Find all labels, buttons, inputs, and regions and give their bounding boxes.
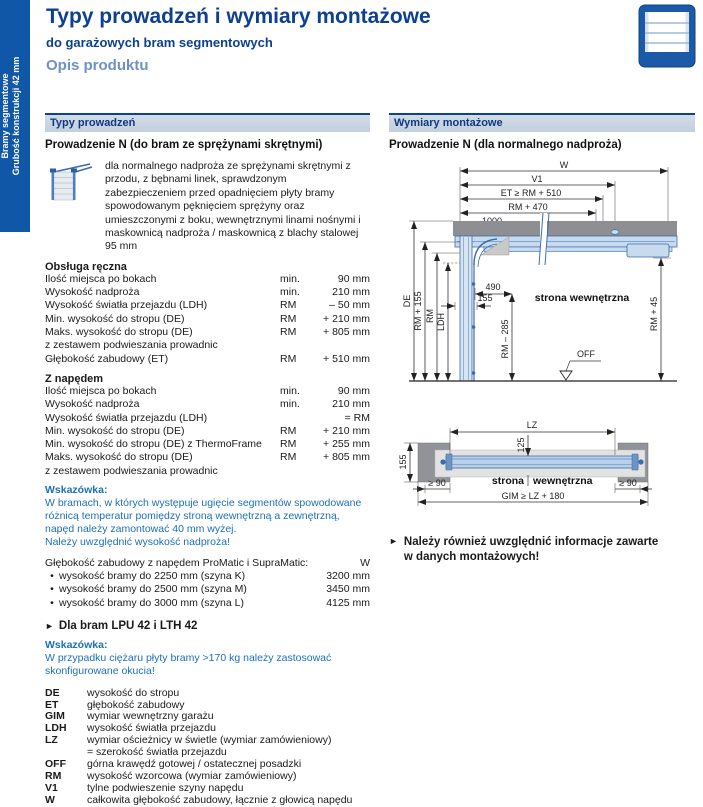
row-label: Maks. wysokość do stropu (DE) — [45, 326, 193, 339]
mounting-diagram-plan-view — [389, 415, 695, 527]
item-value: 4125 mm — [326, 596, 370, 609]
door-panel-top-view — [440, 454, 643, 470]
row-value: + 210 mm — [323, 312, 370, 325]
row-label: Wysokość nadproża — [45, 286, 140, 299]
sectional-door-icon — [45, 160, 95, 254]
table-row — [45, 299, 370, 312]
table-row — [45, 353, 370, 366]
bullet-icon: • — [50, 569, 54, 582]
dim-label-lz: LZ — [526, 420, 538, 430]
row-label: z zestawem podwieszania prowadnic — [45, 464, 218, 477]
row-value: + 805 mm — [323, 451, 370, 464]
abbr-term: DE — [45, 686, 60, 699]
sidebar-label — [0, 0, 30, 232]
hint-line: różnicą temperatur pomiędzy stroną wewnętrzną a zewnętrzną, — [45, 509, 340, 522]
manual-title: Obsługa ręczna — [45, 260, 127, 273]
lpu-line — [45, 620, 370, 633]
abbr-term: W — [45, 793, 55, 806]
dim-label-155-plan: 155 — [398, 454, 408, 470]
section-header-mounting: Wymiary montażowe — [389, 113, 695, 132]
hint-line: W bramach, w których występuje ugięcie segmentów spowodowane — [45, 497, 362, 509]
track-n-heading: Prowadzenie N (do bram ze sprężynami skrętnymi) — [45, 139, 323, 151]
page-subtitle: do garażowych bram segmentowych — [46, 35, 273, 50]
dim-label-125: 125 — [516, 437, 526, 453]
table-row — [45, 385, 370, 398]
dim-label-rm470: RM + 470 — [508, 202, 548, 212]
abbr-term: LDH — [45, 722, 67, 735]
abbr-def: wysokość do stropu — [87, 686, 180, 699]
abbr-term: GIM — [45, 710, 65, 723]
abbreviation-list — [45, 688, 370, 807]
table-row — [45, 412, 370, 425]
abbr-def: całkowita głębokość zabudowy, łącznie z głowicą napędu — [87, 793, 353, 806]
row-qualifier: min. — [280, 286, 300, 299]
row-qualifier — [280, 465, 316, 478]
dim-label-et: ET ≥ RM + 510 — [500, 188, 562, 198]
table-row — [45, 465, 370, 478]
row-label: Ilość miejsca po bokach — [45, 272, 157, 285]
note-line2: w danych montażowych! — [403, 550, 540, 563]
off-label: OFF — [577, 349, 595, 359]
dim-label-rm155: RM + 155 — [413, 291, 423, 331]
left-column — [45, 113, 370, 807]
right-column — [389, 113, 695, 564]
table-row — [45, 438, 370, 451]
hint-title: Wskazówka: — [45, 484, 108, 496]
abbr-term: RM — [45, 769, 62, 782]
abbr-def: wysokość światła przejazdu — [87, 722, 216, 735]
floor-level-marker — [560, 349, 601, 380]
intro-block — [45, 160, 370, 254]
list-item — [45, 583, 370, 596]
abbr-def: tylne podwieszenie szyny napędu — [87, 781, 244, 794]
row-value: 210 mm — [332, 398, 370, 411]
row-qualifier: min. — [280, 384, 300, 397]
sidebar — [0, 0, 30, 232]
table-row — [45, 286, 370, 299]
hint-note-1 — [45, 484, 370, 549]
mounting-n-heading: Prowadzenie N (dla normalnego nadproża) — [389, 139, 622, 151]
row-qualifier: RM — [280, 312, 297, 325]
list-item — [45, 771, 370, 783]
list-item — [45, 597, 370, 610]
dim-label-w: W — [559, 160, 569, 170]
door-panel — [460, 236, 475, 381]
page-title: Typy prowadzeń i wymiary montażowe — [46, 5, 431, 28]
abbr-def: głębokość zabudowy — [87, 698, 185, 711]
row-value: 90 mm — [337, 272, 370, 285]
hint-title: Wskazówka: — [45, 638, 108, 651]
table-row — [45, 326, 370, 339]
row-label: Min. wysokość do stropu (DE) — [45, 424, 185, 437]
depth-block — [45, 557, 370, 610]
row-value: + 805 mm — [323, 326, 370, 339]
list-item — [45, 688, 370, 700]
garage-door-icon — [638, 4, 696, 68]
dim-label-155: 155 — [477, 293, 493, 303]
list-item — [45, 759, 370, 771]
dim-label-ldh: LDH — [436, 312, 446, 332]
depth-unit: W — [360, 556, 370, 569]
table-row — [45, 398, 370, 411]
row-label: Min. wysokość do stropu (DE) z ThermoFrame — [45, 438, 262, 451]
depth-heading: Głębokość zabudowy z napędem ProMatic i SupraMatic: — [45, 556, 309, 569]
row-value — [316, 339, 370, 352]
inner-side-label-right: wewnętrzna — [533, 475, 593, 487]
sidebar-line2: Grubość konstrukcji 42 mm — [11, 56, 21, 176]
abbr-def: wymiar ościeżnicy w świetle (wymiar zamówieniowy) — [87, 734, 332, 747]
abbr-def: wymiar wewnętrzny garażu — [87, 710, 214, 723]
dim-label-gim: GIM ≥ LZ + 180 — [501, 491, 565, 501]
row-qualifier: min. — [280, 398, 300, 411]
abbr-def: wysokość wzorcowa (wymiar zamówieniowy) — [87, 769, 297, 782]
inner-side-label: strona wewnętrzna — [534, 292, 630, 304]
table-row — [45, 451, 370, 464]
powered-title: Z napędem — [45, 372, 104, 385]
row-label: z zestawem podwieszania prowadnic — [45, 339, 218, 352]
row-label: Min. wysokość do stropu (DE) — [45, 312, 185, 325]
table-row — [45, 313, 370, 326]
abbr-term: LZ — [45, 734, 58, 747]
row-qualifier: RM — [280, 451, 297, 464]
abbr-term: ET — [45, 698, 59, 711]
dim-label-rm: RM — [425, 309, 435, 323]
sidebar-line1: Bramy segmentowe — [0, 73, 10, 159]
dim-label-490: 490 — [485, 282, 501, 292]
row-label: Głębokość zabudowy (ET) — [45, 352, 169, 365]
list-item — [45, 795, 370, 807]
dim-label-de: DE — [402, 294, 412, 308]
hint-line: Należy uwzględnić wysokość nadproża! — [45, 535, 231, 548]
row-qualifier: min. — [280, 272, 300, 285]
triangle-right-icon: ► — [45, 620, 54, 631]
row-value: 210 mm — [332, 286, 370, 299]
table-row — [45, 425, 370, 438]
inner-dimension-lines — [441, 282, 512, 381]
bullet-icon: • — [50, 596, 54, 609]
row-value: + 510 mm — [323, 352, 370, 365]
row-value — [316, 465, 370, 478]
depth-heading-row — [45, 557, 370, 570]
row-label: Wysokość nadproża — [45, 398, 140, 411]
hint-line: napęd należy zamontować 40 mm wyżej. — [45, 522, 237, 535]
row-value: – 50 mm — [329, 299, 370, 312]
left-dimension-lines — [402, 221, 460, 381]
row-value: = RM — [344, 411, 370, 424]
dim-label-v1: V1 — [531, 174, 543, 184]
list-item — [45, 783, 370, 795]
dim-label-ge90-right: ≥ 90 — [619, 478, 637, 488]
row-qualifier: RM — [280, 424, 297, 437]
track-n-description: dla normalnego nadproża ze sprężynami skrętnymi z przodu, z bębnami linek, sprawdzonym zabezpieczeniem przed opadnięciem płyty bramy spowodowanym pęknięciem sprężyny oraz umieszczonymi z boku, wewnętrznymi linami nośnymi i maskownicą nadproża / maskownicą z blachy stalowej 95 mm — [105, 160, 361, 253]
hint-line: W przypadku ciężaru płyty bramy >170 kg należy zastosować — [45, 651, 332, 664]
row-qualifier — [280, 412, 316, 425]
item-label: wysokość bramy do 3000 mm (szyna L) — [59, 596, 244, 609]
row-label: Ilość miejsca po bokach — [45, 384, 157, 397]
table-row — [45, 339, 370, 352]
item-value: 3450 mm — [326, 583, 370, 596]
item-label: wysokość bramy do 2250 mm (szyna K) — [59, 569, 246, 582]
row-value: + 210 mm — [323, 424, 370, 437]
abbr-term: V1 — [45, 781, 58, 794]
abbr-def-cont: = szerokość światła przejazdu — [87, 746, 227, 759]
row-qualifier: RM — [280, 438, 297, 451]
section-header-track-types: Typy prowadzeń — [45, 113, 370, 132]
inner-side-label-left: strona — [491, 475, 524, 487]
triangle-right-icon: ► — [389, 536, 398, 546]
table-row — [45, 273, 370, 286]
lpu-label: Dla bram LPU 42 i LTH 42 — [58, 619, 198, 632]
hint-note-2 — [45, 639, 370, 678]
right-dimension-line — [649, 258, 671, 381]
bullet-icon: • — [50, 583, 54, 596]
dim-label-ge90-left: ≥ 90 — [428, 478, 446, 488]
abbr-term: OFF — [45, 758, 66, 771]
row-label: Wysokość światła przejazdu (LDH) — [45, 411, 208, 424]
row-value: + 255 mm — [323, 438, 370, 451]
mounting-diagram-side-view — [389, 159, 695, 389]
row-qualifier: RM — [280, 326, 297, 339]
list-item — [45, 570, 370, 583]
abbr-def: górna krawędź gotowej / ostatecznej posadzki — [87, 758, 302, 771]
row-label: Wysokość światła przejazdu (LDH) — [45, 299, 208, 312]
hint-line: skonfigurowane okucia! — [45, 664, 155, 677]
item-label: wysokość bramy do 2500 mm (szyna M) — [59, 583, 247, 596]
row-qualifier — [280, 339, 316, 352]
note-text — [404, 535, 658, 564]
row-qualifier: RM — [280, 352, 297, 365]
item-value: 3200 mm — [326, 569, 370, 582]
dim-label-rm45: RM + 45 — [649, 296, 659, 332]
product-section-label: Opis produktu — [46, 57, 149, 74]
ceiling-and-track — [453, 213, 677, 267]
row-label: Maks. wysokość do stropu (DE) — [45, 451, 193, 464]
row-qualifier: RM — [280, 299, 297, 312]
dim-label-rm285: RM – 285 — [500, 319, 510, 359]
note-line1: Należy również uwzględnić informacje zawarte — [403, 536, 659, 548]
row-value: 90 mm — [337, 384, 370, 397]
mounting-data-note — [389, 535, 695, 564]
